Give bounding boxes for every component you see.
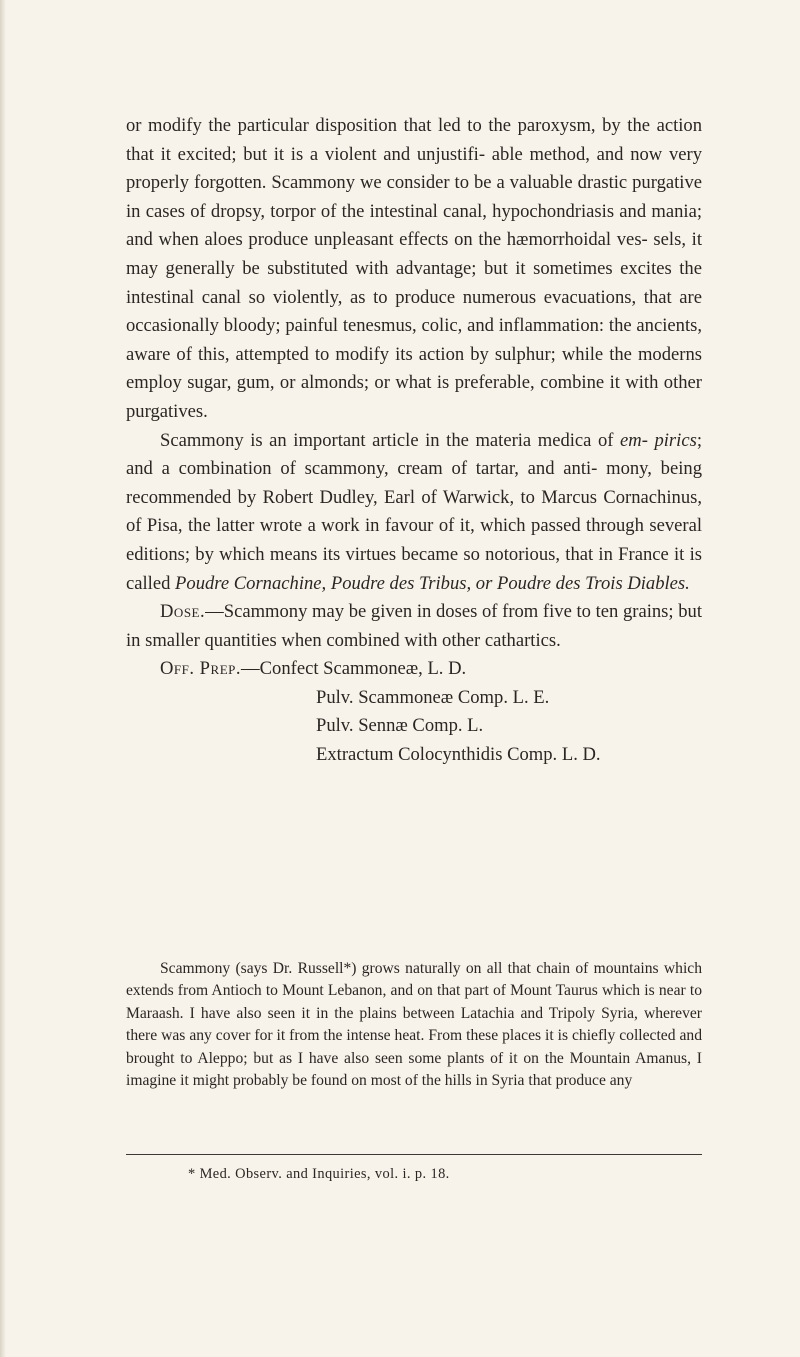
preparations-label: Off. Prep. (160, 658, 242, 680)
paragraph-empirics-middle: ; and a combination of scammony, cream of tartar, and anti- mony, being recommended by Robert Dudley, Earl of Warwick, to Marcus Cornachinus, of Pisa, the latter wrote a work in favour of it, which passed through several editions; by which means its virtues became so notorious, that in France it is called (126, 429, 702, 594)
dose-text: —Scammony may be given in doses of from five to ten grains; but in smaller quantities when combined with other cathartics. (126, 601, 702, 651)
preparation-item: Extractum Colocynthidis Comp. L. D. (316, 744, 601, 766)
dose-label: Dose. (160, 601, 206, 623)
paragraph-empirics-start: Scammony is an important article in the materia medica of (160, 429, 621, 451)
preparation-item: Pulv. Scammoneæ Comp. L. E. (316, 686, 550, 708)
main-text (126, 112, 702, 770)
footnote-divider (126, 1154, 702, 1155)
dose-paragraph (126, 598, 702, 655)
russell-note (126, 958, 702, 1092)
paragraph-paroxysm: or modify the particular disposition that led to the paroxysm, by the action that it excited; but it is a violent and unjustifi- able method, and now very properly forgotten. Scammony we consider to be a valuable drastic purgative in cases of dropsy, torpor of the intestinal canal, hypochondriasis and mania; and when aloes produce unpleasant effects on the hæmorrhoidal ves- sels, it may generally be substituted with advantage; but it sometimes excites the intestinal canal so violently, as to produce numerous evacuations, that are occasionally bloody; painful tenesmus, colic, and inflammation: the ancients, aware of this, attempted to modify its action by sulphur; while the moderns employ sugar, gum, or almonds; or what is preferable, combine it with other purgatives. (126, 115, 702, 422)
preparation-item (126, 655, 702, 684)
preparations-list (126, 655, 702, 769)
russell-note-text: Scammony (says Dr. Russell*) grows naturally on all that chain of mountains which extends from Antioch to Mount Lebanon, and on that part of Mount Taurus which is near to Maraash. I have also seen it in the plains between Latachia and Tripoly Syria, wherever there was any cover for it from the intense heat. From these places it is chiefly collected and brought to Aleppo; but as I have also seen some plants of it on the Mountain Amanus, I imagine it might probably be found on most of the hills in Syria that produce any (126, 960, 702, 1090)
empirics-term: em- pirics (620, 429, 697, 451)
poudre-names: Poudre Cornachine, Poudre des Tribus, or Poudre des Trois Diables. (175, 572, 690, 594)
preparation-text: —Confect Scammoneæ, L. D. (241, 658, 467, 680)
paragraph-empirics (126, 427, 702, 599)
page-edge (0, 0, 6, 1357)
preparation-item: Pulv. Sennæ Comp. L. (316, 715, 484, 737)
footnote: * Med. Observ. and Inquiries, vol. i. p. 18. (188, 1166, 450, 1182)
